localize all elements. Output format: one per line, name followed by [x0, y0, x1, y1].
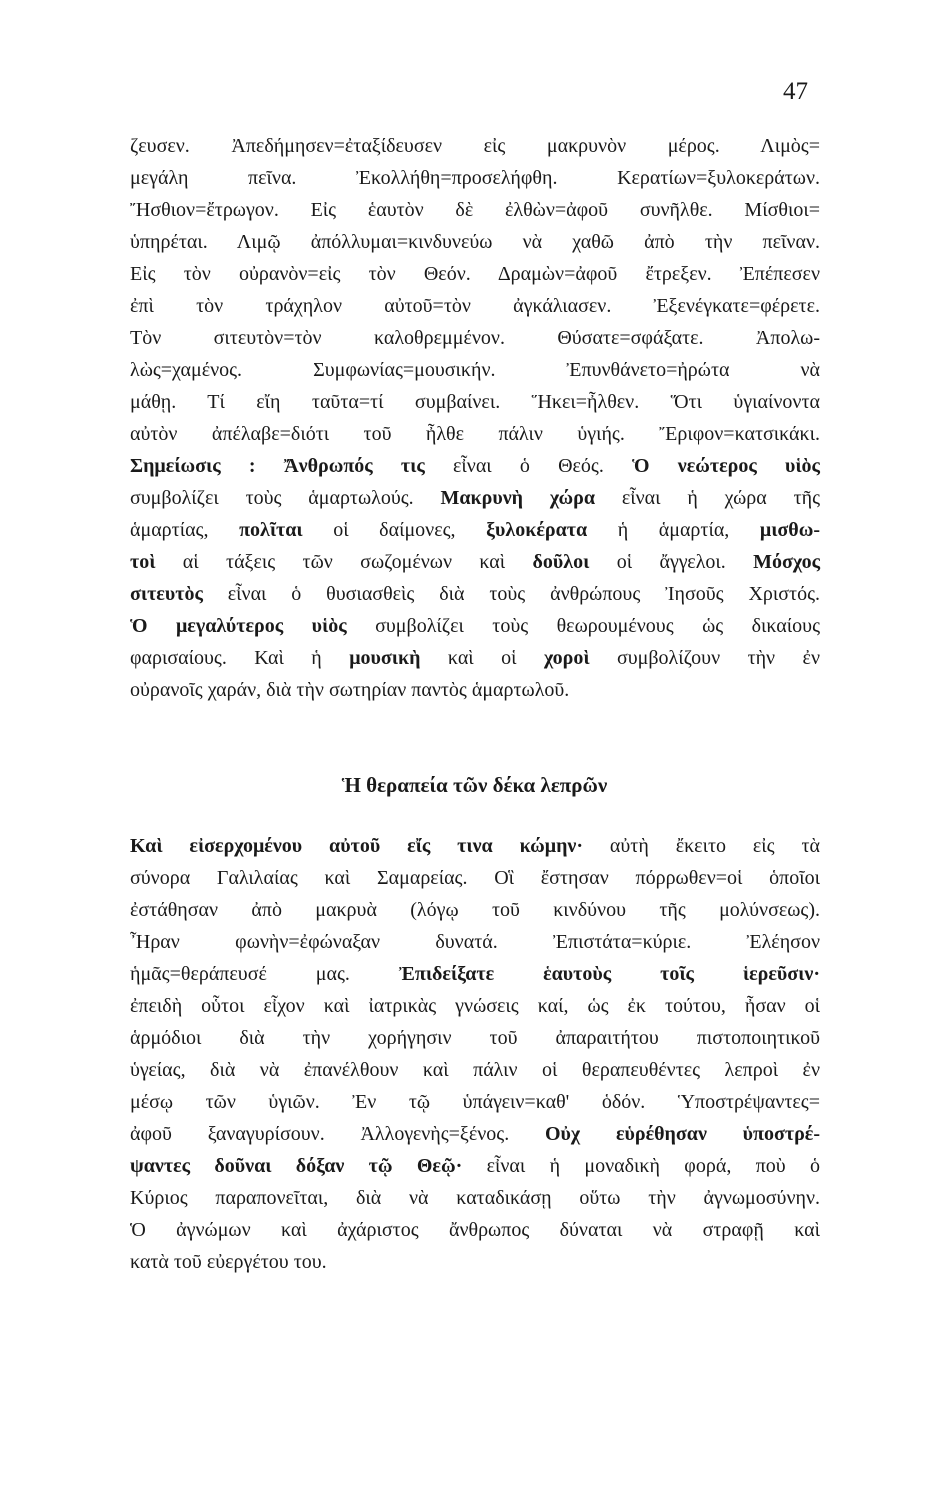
- bold-term: δοῦλοι: [532, 551, 590, 573]
- bold-term: ψαντες δοῦναι δόξαν τῷ Θεῷ·: [130, 1155, 463, 1177]
- text-line: Τὸν σιτευτὸν=τὸν καλοθρεμμένον. Θύσατε=σφάξατε. Ἀπολω-: [130, 327, 820, 349]
- text-run: εἶναι ὁ θυσιασθεὶς διὰ τοὺς ἀνθρώπους Ἰησοῦς Χριστός.: [202, 583, 820, 605]
- text-run: ἡ ἁμαρτία,: [587, 519, 760, 541]
- text-line: Ὁ ἀγνώμων καὶ ἀχάριστος ἄνθρωπος δύναται νὰ στραφῇ καὶ: [130, 1219, 820, 1241]
- text-run: αὐτὴ ἔκειτο εἰς τὰ: [583, 835, 820, 857]
- text-line: [130, 958, 820, 990]
- text-run: οἱ ἄγγελοι.: [589, 551, 754, 573]
- bold-term: Σημείωσις : Ἄνθρωπός τις: [130, 455, 425, 477]
- bold-term: μουσικὴ: [349, 647, 421, 669]
- paragraph-glossary: [130, 130, 820, 706]
- text-run: φαρισαίους. Καὶ ἡ: [130, 647, 350, 669]
- text-line: [130, 482, 820, 514]
- bold-term: Ἐπιδείξατε ἑαυτοὺς τοῖς ἱερεῦσιν·: [398, 963, 820, 985]
- text-line: ζευσεν. Ἀπεδήμησεν=ἐταξίδευσεν εἰς μακρυνὸν μέρος. Λιμὸς=: [130, 135, 820, 157]
- text-line: [130, 830, 820, 862]
- bold-term: σιτευτὸς: [130, 583, 203, 605]
- text-run: συμβολίζουν τὴν ἐν: [589, 647, 820, 669]
- text-line: ἐπὶ τὸν τράχηλον αὐτοῦ=τὸν ἀγκάλιασεν. Ἐξενέγκατε=φέρετε.: [130, 295, 820, 317]
- text-run: οἱ δαίμονες,: [302, 519, 487, 541]
- bold-term: Μακρυνὴ χώρα: [440, 487, 596, 509]
- text-run: εἶναι ἡ χώρα τῆς: [595, 487, 820, 509]
- text-run: καὶ οἱ: [420, 647, 544, 669]
- text-line: κατὰ τοῦ εὐεργέτου του.: [130, 1251, 327, 1273]
- text-line: [130, 546, 820, 578]
- bold-term: Οὐχ εὑρέθησαν ὑποστρέ-: [544, 1123, 821, 1145]
- text-line: Κύριος παραπονεῖται, διὰ νὰ καταδικάσῃ οὕτω τὴν ἀγνωμοσύνην.: [130, 1187, 820, 1209]
- page-number: 47: [783, 78, 808, 105]
- text-line: [130, 578, 820, 610]
- text-line: [130, 610, 820, 642]
- bold-term: Μόσχος: [753, 551, 821, 573]
- text-run: εἶναι ὁ Θεός.: [424, 455, 633, 477]
- text-run: αἱ τάξεις τῶν σωζομένων καὶ: [155, 551, 533, 573]
- text-line: αὐτὸν ἀπέλαβε=διότι τοῦ ἦλθε πάλιν ὑγιής. Ἔριφον=κατσικάκι.: [130, 423, 820, 445]
- text-run: συμβολίζει τοὺς ἁμαρτωλούς.: [130, 487, 441, 509]
- text-line: [130, 1150, 820, 1182]
- bold-term: Καὶ εἰσερχομένου αὐτοῦ εἴς τινα κώμην·: [130, 835, 584, 857]
- text-line: [130, 450, 820, 482]
- bold-term: χοροὶ: [543, 647, 590, 669]
- text-line: ἁρμόδιοι διὰ τὴν χορήγησιν τοῦ ἀπαραιτήτου πιστοποιητικοῦ: [130, 1027, 820, 1049]
- text-line: μάθῃ. Τί εἴη ταῦτα=τί συμβαίνει. Ἥκει=ἦλθεν. Ὅτι ὑγιαίνοντα: [130, 391, 820, 413]
- text-line: μεγάλη πεῖνα. Ἐκολλήθη=προσελήφθη. Κερατίων=ξυλοκεράτων.: [130, 167, 820, 189]
- bold-term: ξυλοκέρατα: [486, 519, 588, 541]
- text-line: ὑγείας, διὰ νὰ ἐπανέλθουν καὶ πάλιν οἱ θεραπευθέντες λεπροὶ ἐν: [130, 1059, 820, 1081]
- bold-term: Ὁ μεγαλύτερος υἱὸς: [130, 615, 347, 637]
- section-heading: Ἡ θεραπεία τῶν δέκα λεπρῶν: [341, 773, 608, 797]
- text-run: ἀφοῦ ξαναγυρίσουν. Ἀλλογενὴς=ξένος.: [130, 1123, 545, 1145]
- text-line: Εἰς τὸν οὐρανὸν=εἰς τὸν Θεόν. Δραμὼν=ἀφοῦ ἔτρεξεν. Ἐπέπεσεν: [130, 263, 820, 285]
- text-line: Ἤσθιον=ἔτρωγον. Εἰς ἑαυτὸν δὲ ἐλθὼν=ἀφοῦ συνῆλθε. Μίσθιοι=: [130, 199, 820, 221]
- bold-term: Ὁ νεώτερος υἱὸς: [632, 455, 820, 477]
- text-line: ὑπηρέται. Λιμῷ ἀπόλλυμαι=κινδυνεύω νὰ χαθῶ ἀπὸ τὴν πεῖναν.: [130, 231, 820, 253]
- bold-term: τοὶ: [130, 551, 156, 573]
- text-line: σύνορα Γαλιλαίας καὶ Σαμαρείας. Οἳ ἔστησαν πόρρωθεν=οἱ ὁποῖοι: [130, 867, 820, 889]
- bold-term: μισθω-: [759, 519, 821, 541]
- text-line: [130, 1118, 820, 1150]
- text-line: λὼς=χαμένος. Συμφωνίας=μουσικήν. Ἐπυνθάνετο=ἠρώτα νὰ: [130, 359, 820, 381]
- text-line: ἐστάθησαν ἀπὸ μακρυὰ (λόγῳ τοῦ κινδύνου τῆς μολύνσεως).: [130, 899, 820, 921]
- text-line: ἐπειδὴ οὗτοι εἶχον καὶ ἰατρικὰς γνώσεις καί, ὡς ἐκ τούτου, ἦσαν οἱ: [130, 995, 820, 1017]
- text-line: [130, 642, 820, 674]
- text-line: Ἦραν φωνὴν=ἐφώναξαν δυνατά. Ἐπιστάτα=κύριε. Ἐλέησον: [130, 931, 820, 953]
- text-run: συμβολίζει τοὺς θεωρουμένους ὡς δικαίους: [346, 615, 820, 637]
- text-line: μέσῳ τῶν ὑγιῶν. Ἐν τῷ ὑπάγειν=καθ' ὁδόν. Ὑποστρέψαντες=: [130, 1091, 820, 1113]
- paragraph-ten-lepers: [130, 830, 820, 1278]
- text-run: εἶναι ἡ μοναδικὴ φορά, ποὺ ὁ: [462, 1155, 820, 1177]
- bold-term: πολῖται: [239, 519, 303, 541]
- text-line: [130, 514, 820, 546]
- text-run: ἁμαρτίας,: [130, 519, 240, 541]
- text-line: οὐρανοῖς χαράν, διὰ τὴν σωτηρίαν παντὸς ἁμαρτωλοῦ.: [130, 679, 570, 701]
- text-run: ἡμᾶς=θεράπευσέ μας.: [130, 963, 399, 985]
